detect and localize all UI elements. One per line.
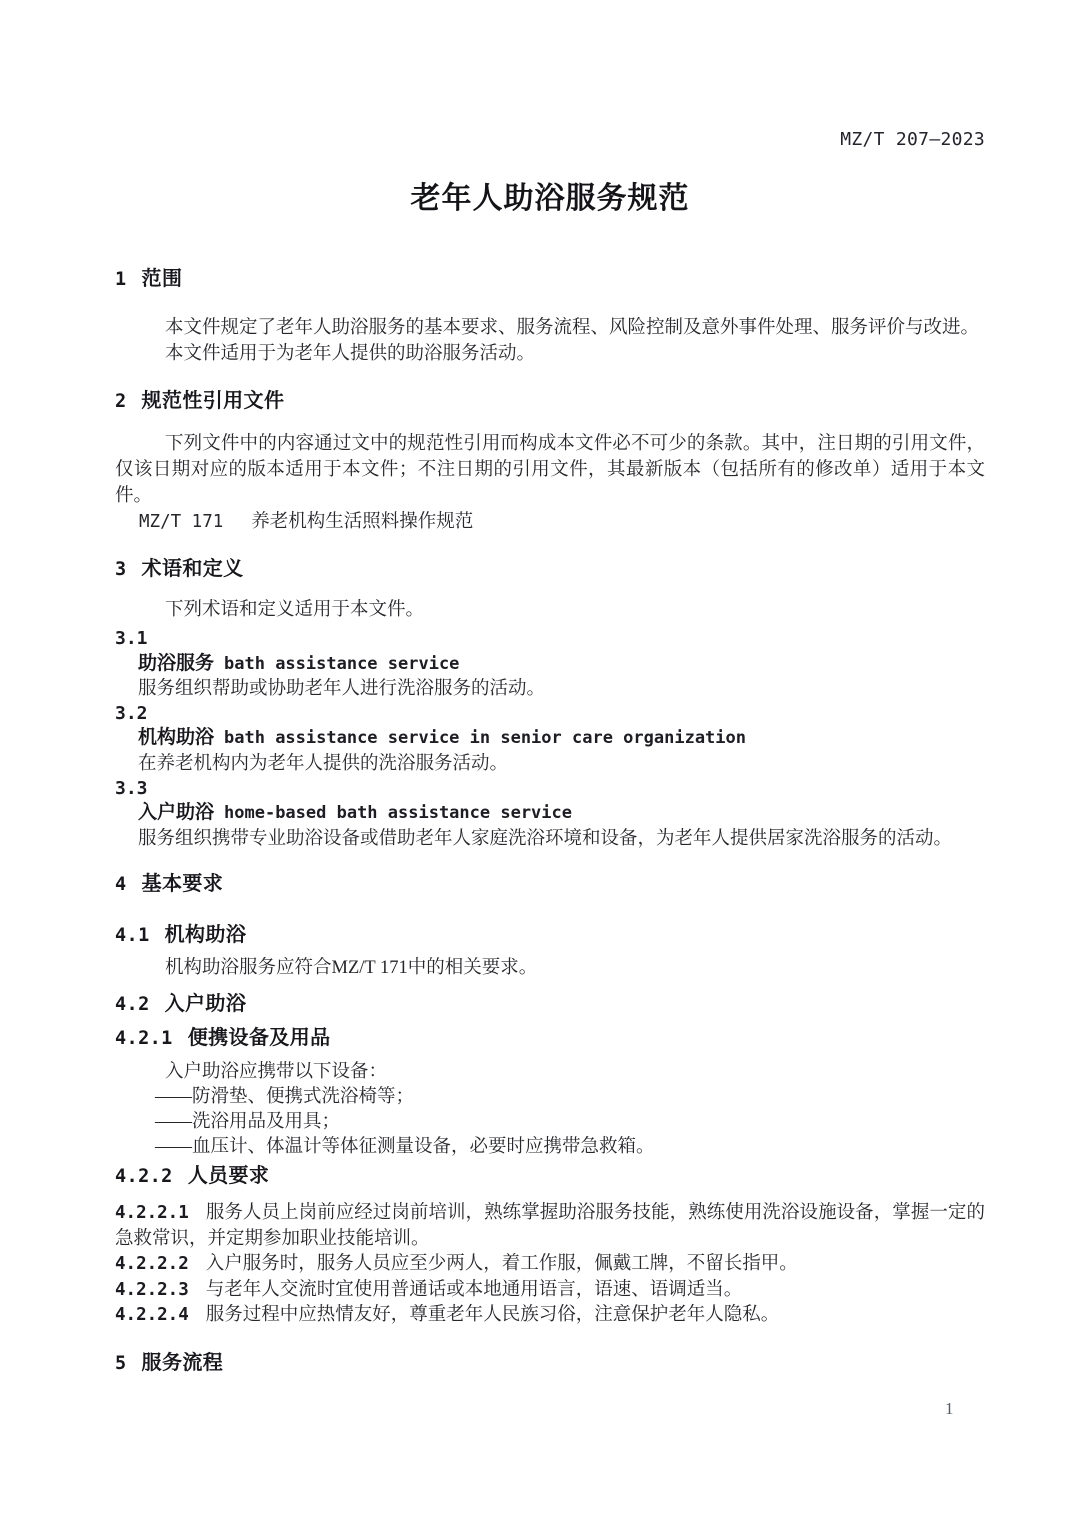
sub-clause-number: 4.2.2.1 [115, 1203, 189, 1224]
term-definition: 服务组织携带专业助浴设备或借助老年人家庭洗浴环境和设备，为老年人提供居家洗浴服务的活动。 [138, 828, 953, 849]
list-item: ——血压计、体温计等体征测量设备，必要时应携带急救箱。 [155, 1137, 655, 1158]
term-block [115, 702, 985, 777]
list-item: ——防滑垫、便携式洗浴椅等； [155, 1087, 415, 1108]
clause-4-heading [115, 871, 985, 898]
term-line [115, 726, 985, 752]
term-number: 3.2 [115, 702, 148, 724]
clause-2-heading [115, 388, 985, 415]
clause-3-number: 3 [115, 559, 127, 580]
clause-4-2-1-number: 4.2.1 [115, 1028, 173, 1050]
sub-clause [115, 1303, 985, 1328]
reference-code: MZ/T 171 [139, 512, 224, 532]
equipment-intro: 入户助浴应携带以下设备： [165, 1062, 388, 1083]
clause-4-1-paragraph: 机构助浴服务应符合MZ/T 171中的相关要求。 [165, 958, 538, 979]
sub-clause-text: 入户服务时，服务人员应至少两人，着工作服，佩戴工牌，不留长指甲。 [205, 1254, 798, 1275]
document-content [0, 180, 1080, 1377]
clause-2-title: 规范性引用文件 [141, 390, 285, 412]
term-en: home-based bath assistance service [224, 803, 573, 824]
clause-4-2-1-heading [115, 1025, 985, 1052]
personnel-requirements [115, 1201, 985, 1328]
list-item: ——洗浴用品及用具； [155, 1112, 341, 1133]
page-number: 1 [945, 1399, 954, 1418]
clause-4-2-heading [115, 991, 985, 1018]
clause-1-paragraph-2: 本文件适用于为老年人提供的助浴服务活动。 [165, 343, 536, 364]
clause-4-number: 4 [115, 874, 127, 896]
term-number: 3.3 [115, 777, 148, 799]
sub-clause [115, 1201, 985, 1252]
clause-1-number: 1 [115, 269, 127, 290]
clause-1-title: 范围 [141, 268, 183, 290]
term-definition: 在养老机构内为老年人提供的洗浴服务活动。 [138, 753, 509, 774]
sub-clause-text: 服务人员上岗前应经过岗前培训，熟练掌握助浴服务技能，熟练使用洗浴设施设备，掌握一定的急救常识，并定期参加职业技能培训。 [115, 1203, 985, 1249]
clause-4-1-heading [115, 922, 985, 949]
terms-intro: 下列术语和定义适用于本文件。 [165, 600, 425, 620]
term-block [115, 627, 985, 702]
sub-clause-number: 4.2.2.2 [115, 1254, 189, 1275]
term-cn: 入户助浴 [138, 802, 215, 824]
clause-1-paragraph-1: 本文件规定了老年人助浴服务的基本要求、服务流程、风险控制及意外事件处理、服务评价与改进。 [165, 318, 980, 338]
sub-clause-number: 4.2.2.4 [115, 1304, 189, 1325]
clause-2-paragraph: 下列文件中的内容通过文中的规范性引用而构成本文件必不可少的条款。其中，注日期的引用文件，仅该日期对应的版本适用于本文件；不注日期的引用文件，其最新版本（包括所有的修改单）适用于本文件。 [115, 434, 985, 506]
sub-clause [115, 1278, 985, 1303]
term-number: 3.1 [115, 628, 148, 649]
clause-5-title: 服务流程 [141, 1352, 224, 1375]
equipment-list-block [115, 1060, 985, 1160]
clause-4-1-title: 机构助浴 [164, 924, 247, 947]
clause-3-heading [115, 556, 985, 583]
normative-reference [115, 509, 985, 535]
doc-title: 老年人助浴服务规范 [410, 182, 690, 215]
term-line [115, 652, 985, 678]
terms-list [115, 627, 985, 851]
clause-4-title: 基本要求 [141, 873, 224, 896]
reference-title: 养老机构生活照料操作规范 [251, 512, 474, 532]
clause-3-title: 术语和定义 [141, 558, 244, 580]
clause-4-2-1-title: 便携设备及用品 [187, 1027, 331, 1050]
sub-clause-number: 4.2.2.3 [115, 1279, 189, 1300]
term-line [115, 801, 985, 827]
clause-4-2-number: 4.2 [115, 994, 150, 1016]
clause-4-2-2-heading [115, 1163, 985, 1190]
clause-5-heading [115, 1350, 985, 1377]
clause-4-1-number: 4.1 [115, 925, 150, 947]
clause-2-number: 2 [115, 391, 127, 412]
term-en: bath assistance service in senior care organization [224, 728, 746, 749]
clause-4-2-2-title: 人员要求 [187, 1165, 270, 1188]
sub-clause [115, 1252, 985, 1277]
sub-clause-text: 服务过程中应热情友好，尊重老年人民族习俗，注意保护老年人隐私。 [205, 1304, 780, 1325]
clause-5-number: 5 [115, 1353, 127, 1375]
term-cn: 机构助浴 [138, 727, 215, 749]
term-block [115, 777, 985, 852]
term-definition: 服务组织帮助或协助老年人进行洗浴服务的活动。 [138, 679, 546, 700]
clause-4-2-title: 入户助浴 [164, 993, 247, 1016]
sub-clause-text: 与老年人交流时宜使用普通话或本地通用语言，语速、语调适当。 [205, 1279, 743, 1300]
clause-4-2-2-number: 4.2.2 [115, 1166, 173, 1188]
term-cn: 助浴服务 [138, 652, 215, 674]
doc-code: MZ/T 207—2023 [840, 129, 985, 150]
term-en: bath assistance service [224, 653, 460, 674]
clause-1-heading [115, 266, 985, 293]
